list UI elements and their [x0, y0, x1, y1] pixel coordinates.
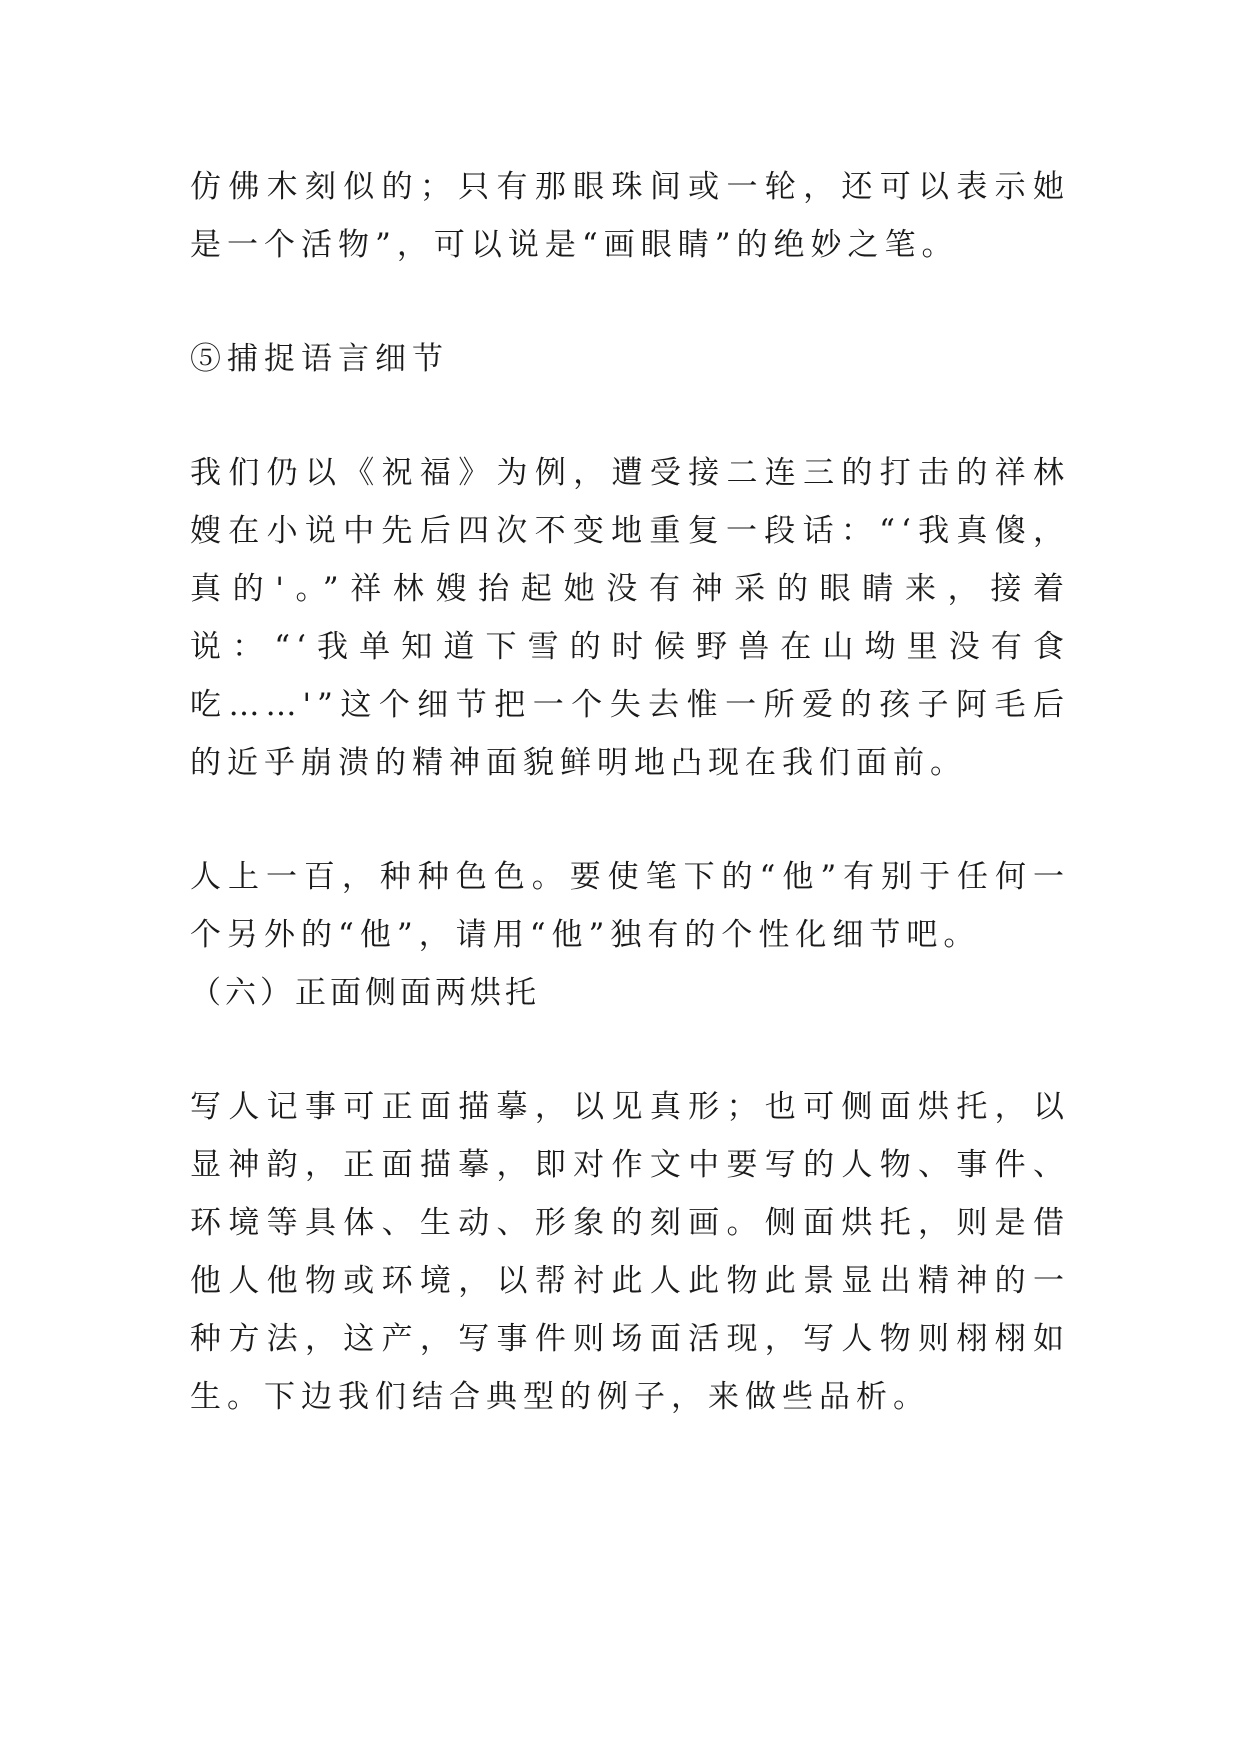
document-page — [190, 158, 1070, 1426]
paragraph-eye-detail: 仿佛木刻似的；只有那眼珠间或一轮，还可以表示她是一个活物”，可以说是“画眼睛”的绝妙之笔。 — [190, 169, 1070, 263]
paragraph-individual-detail: 人上一百，种种色色。要使笔下的“他”有别于任何一个另外的“他”，请用“他”独有的个性化细节吧。 — [190, 859, 1070, 953]
paragraph-blessing-example: 我们仍以《祝福》为例，遭受接二连三的打击的祥林嫂在小说中先后四次不变地重复一段话：“‘我真傻，真的'。”祥林嫂抬起她没有神采的眼睛来，接着说：“‘我单知道下雪的时候野兽在山坳里没有食吃……'”这个细节把一个失去惟一所爱的孩子阿毛后的近乎崩溃的精神面貌鲜明地凸现在我们面前。 — [190, 455, 1070, 781]
section-heading-contrast: （六）正面侧面两烘托 — [190, 975, 540, 1011]
section-heading-language-detail: ⑤捕捉语言细节 — [190, 341, 449, 377]
paragraph-front-side-description: 写人记事可正面描摹，以见真形；也可侧面烘托，以显神韵，正面描摹，即对作文中要写的人物、事件、环境等具体、生动、形象的刻画。侧面烘托，则是借他人他物或环境，以帮衬此人此物此景显出精神的一种方法，这产，写事件则场面活现，写人物则栩栩如生。下边我们结合典型的例子，来做些品析。 — [190, 1089, 1070, 1415]
